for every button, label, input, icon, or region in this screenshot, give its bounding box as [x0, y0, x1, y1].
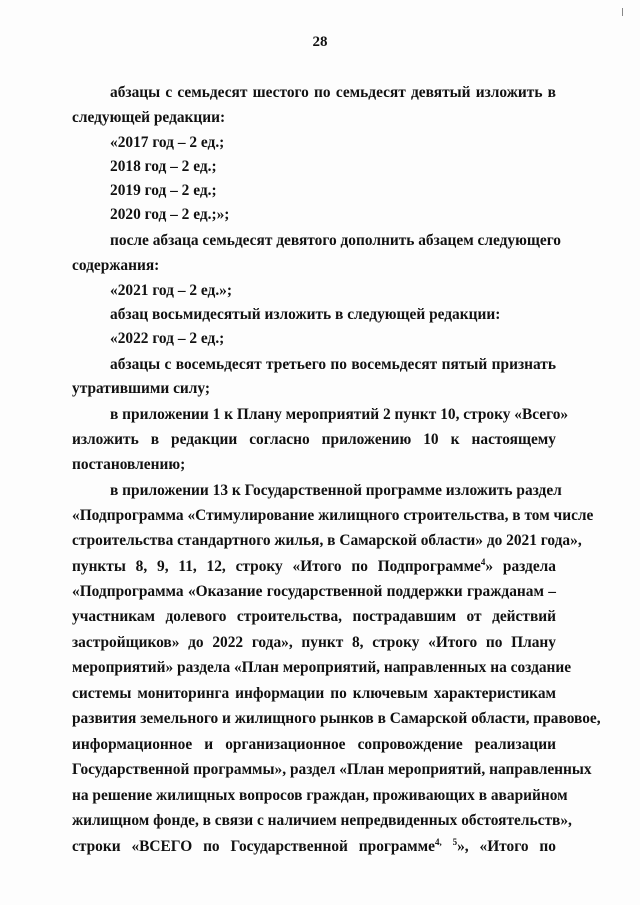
text-line: на решение жилищных вопросов граждан, проживающих в аварийном [72, 787, 568, 804]
text-line: Государственной программы», раздел «План мероприятий, направленных [72, 761, 592, 778]
text-line: пункты 8, 9, 11, 12, строку «Итого по Подпрограмме$^4$» раздела [72, 556, 556, 575]
text-line: 2019 год – 2 ед.; [110, 182, 217, 199]
text-line: 2018 год – 2 ед.; [110, 158, 217, 175]
text-line: после абзаца семьдесят девятого дополнить абзацем следующего [110, 232, 562, 249]
text-line: строительства стандартного жилья, в Самарской области» до 2021 года», [72, 532, 582, 549]
text-line: «Подпрограмма «Оказание государственной поддержки гражданам – [72, 583, 556, 600]
text-line: системы мониторинга информации по ключевым характеристикам [72, 685, 556, 702]
text-line: жилищном фонде, в связи с наличием непредвиденных обстоятельств», [72, 812, 572, 829]
text-line: абзацы с восемьдесят третьего по восемьдесят пятый признать [110, 356, 556, 373]
text-line: строки «ВСЕГО по Государственной программе$^{4,}$ $^5$», «Итого по [72, 836, 556, 855]
text-line: в приложении 13 к Государственной программе изложить раздел [110, 482, 562, 499]
text-line: «Подпрограмма «Стимулирование жилищного строительства, в том числе [72, 507, 594, 524]
text-line: информационное и организационное сопровождение реализации [72, 736, 556, 753]
text-line: абзац восьмидесятый изложить в следующей редакции: [110, 306, 501, 323]
text-line: содержания: [72, 257, 160, 274]
text-line: следующей редакции: [72, 109, 226, 126]
text-line: «2021 год – 2 ед.»; [110, 282, 232, 299]
text-line: развития земельного и жилищного рынков в Самарской области, правовое, [72, 710, 601, 727]
text-line: 2020 год – 2 ед.;»; [110, 206, 230, 223]
text-line: «2022 год – 2 ед.; [110, 330, 225, 347]
text-line: абзацы с семьдесят шестого по семьдесят девятый изложить в [110, 84, 556, 101]
text-line: постановлению; [72, 456, 186, 473]
text-line: застройщиков» до 2022 года», пункт 8, строку «Итого по Плану [72, 634, 556, 651]
text-line: в приложении 1 к Плану мероприятий 2 пункт 10, строку «Всего» [110, 406, 569, 423]
text-line: мероприятий» раздела «План мероприятий, направленных на создание [72, 659, 572, 676]
corner-mark [622, 8, 627, 16]
text-line: утратившими силу; [72, 380, 211, 397]
text-line: участникам долевого строительства, пострадавшим от действий [72, 608, 556, 625]
text-line: «2017 год – 2 ед.; [110, 134, 225, 151]
page-number: 28 [312, 34, 328, 50]
text-line: изложить в редакции согласно приложению 10 к настоящему [72, 431, 556, 448]
